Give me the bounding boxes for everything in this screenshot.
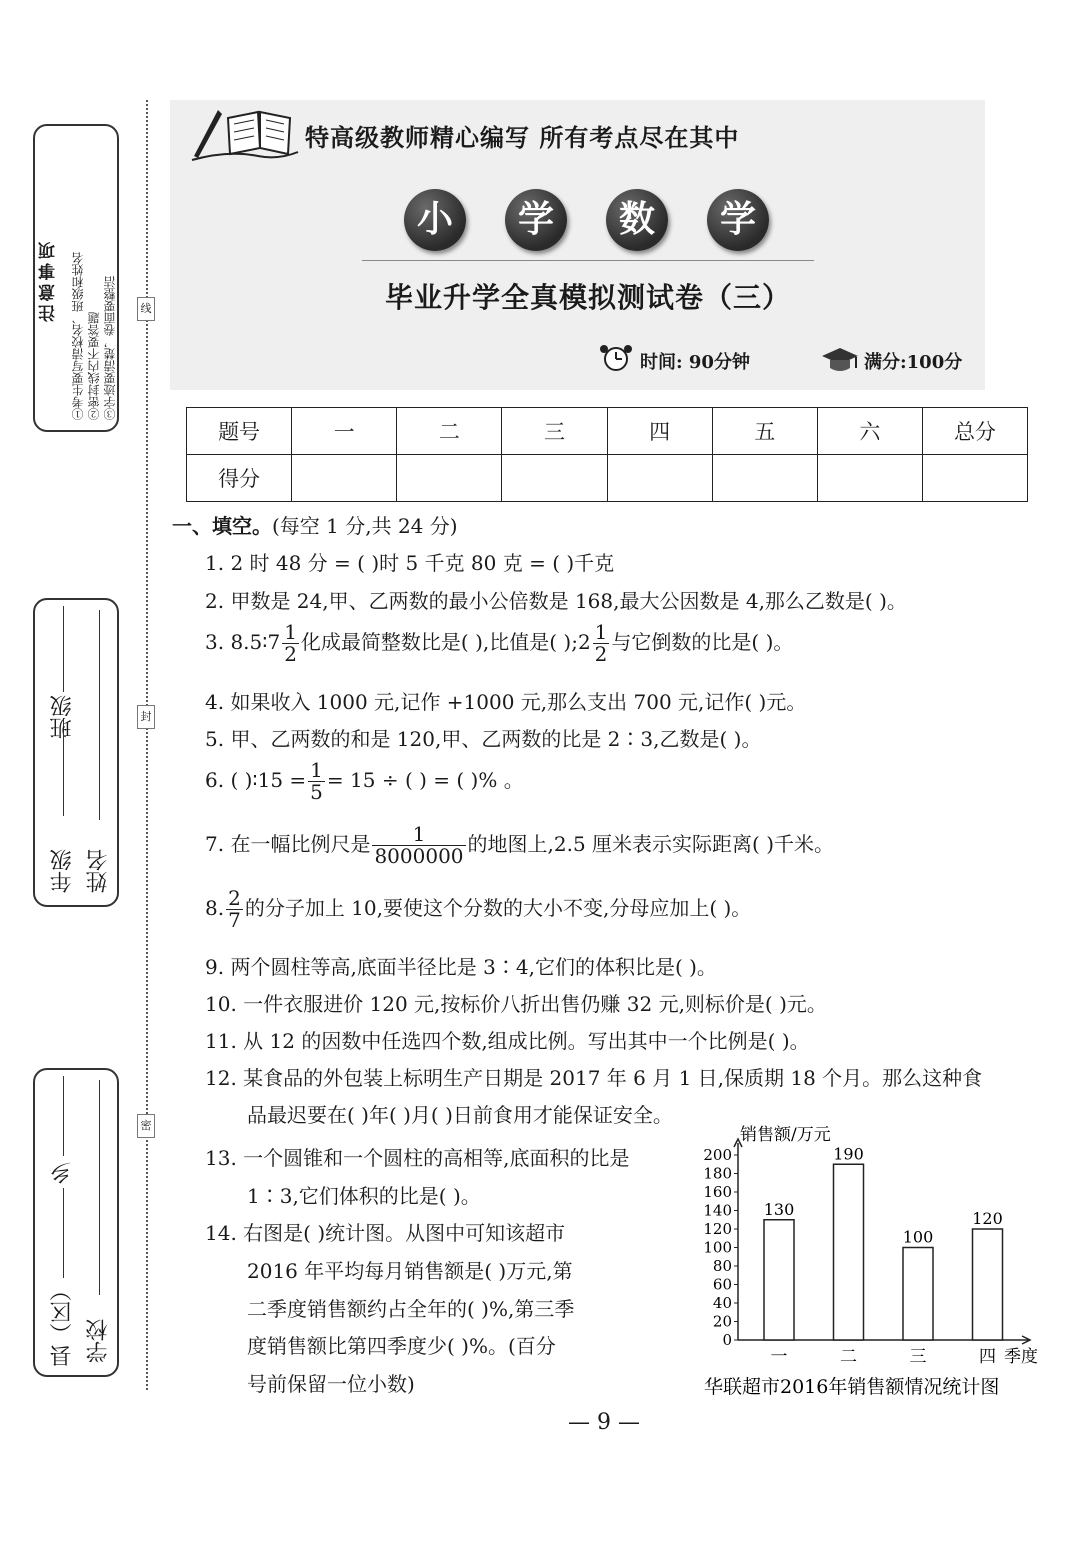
- fraction-q8: [226, 888, 243, 931]
- chart-bars: [764, 1144, 1003, 1340]
- fraction-q3-1: [282, 622, 299, 665]
- score-input-1[interactable]: [292, 455, 397, 502]
- seal-dashed-line: [146, 100, 148, 1390]
- fraction-q8-numerator: 2: [228, 886, 241, 910]
- chart-bar-value-2: 190: [833, 1144, 864, 1164]
- chart-y-tick-label: 140: [703, 1201, 732, 1220]
- class-blank[interactable]: [63, 606, 64, 692]
- question-11: 11. 从 12 的因数中任选四个数,组成比例。写出其中一个比例是( )。: [205, 1029, 810, 1053]
- fraction-q7-denominator: 8000000: [374, 844, 464, 868]
- fraction-q7-numerator: 1: [372, 824, 465, 846]
- question-6-part-a: 6. ( )∶15 =: [205, 768, 307, 792]
- fraction-q3-1-denominator: 2: [284, 642, 297, 666]
- score-input-total[interactable]: [922, 455, 1027, 502]
- question-6: [205, 760, 524, 803]
- subject-char-3: 数: [606, 189, 668, 251]
- school-label: 学校: [86, 1319, 111, 1363]
- question-13-line-2: 1∶3,它们体积的比是( )。: [247, 1184, 481, 1208]
- full-score: 满分:100分: [864, 352, 963, 373]
- seal-mark-secret: 密: [137, 1114, 155, 1138]
- chart-y-tick-label: 160: [703, 1183, 732, 1201]
- class-label: 班级: [50, 695, 75, 739]
- score-input-6[interactable]: [817, 455, 922, 502]
- county-label: 县（区）: [50, 1279, 75, 1367]
- chart-bar-value-1: 130: [763, 1199, 795, 1219]
- score-cell-2: 二: [397, 408, 502, 455]
- question-14-line-2: 2016 年平均每月销售额是( )万元,第: [247, 1259, 573, 1283]
- chart-bar-value-4: 120: [972, 1209, 1003, 1228]
- question-2: 2. 甲数是 24,甲、乙两数的最小公倍数是 168,最大公因数是 4,那么乙数是( )。: [205, 589, 907, 613]
- score-cell-3: 三: [502, 408, 607, 455]
- score-table-header-row: [187, 408, 1028, 455]
- township-blank[interactable]: [63, 1076, 64, 1156]
- question-8-part-b: 的分子加上 10,要使这个分数的大小不变,分母应加上( )。: [244, 896, 752, 920]
- notice-item-3: ③字迹要清楚，卷面要整洁: [103, 276, 117, 420]
- fraction-q8-denominator: 7: [228, 908, 241, 932]
- chart-y-tick-label: 80: [712, 1257, 732, 1275]
- fraction-q7: [372, 824, 465, 867]
- book-pen-icon: [188, 100, 303, 170]
- chart-bar-3: [903, 1248, 933, 1341]
- seal-mark-line: 线: [137, 297, 155, 321]
- score-cell-5: 五: [712, 408, 817, 455]
- question-4: 4. 如果收入 1000 元,记作 +1000 元,那么支出 700 元,记作( )元。: [205, 690, 807, 714]
- question-3-part-a: 3. 8.5∶7: [205, 630, 281, 654]
- subject-char-4: 学: [707, 189, 769, 251]
- chart-y-tick-label: 40: [712, 1294, 732, 1312]
- question-14-line-1: 14. 右图是( )统计图。从图中可知该超市: [205, 1221, 566, 1245]
- chart-title: 华联超市2016年销售额情况统计图: [704, 1376, 1000, 1398]
- school-blank[interactable]: [99, 1080, 100, 1295]
- score-table: [186, 407, 1028, 502]
- township-label: 乡: [50, 1162, 75, 1184]
- score-input-3[interactable]: [502, 455, 607, 502]
- question-10: 10. 一件衣服进价 120 元,按标价八折出售仍赚 32 元,则标价是( )元。: [205, 992, 827, 1016]
- subject-char-2: 学: [505, 189, 567, 251]
- chart-y-tick-label: 60: [712, 1275, 732, 1294]
- student-info-box: [33, 598, 119, 907]
- fraction-q6-denominator: 5: [310, 780, 323, 804]
- sales-bar-chart: [690, 1120, 1050, 1405]
- question-3-part-b: 化成最简整数比是( ),比值是( );2: [300, 630, 591, 654]
- question-9: 9. 两个圆柱等高,底面半径比是 3∶4,它们的体积比是( )。: [205, 955, 717, 979]
- score-cell-1: 一: [292, 408, 397, 455]
- chart-category-3: 三: [909, 1347, 927, 1367]
- chart-y-tick-label: 20: [712, 1312, 732, 1331]
- exam-title: 毕业升学全真模拟测试卷（三）: [385, 281, 792, 314]
- fraction-q6-numerator: 1: [310, 758, 323, 782]
- chart-bar-4: [973, 1229, 1003, 1340]
- chart-x-axis-label: 季度: [1004, 1347, 1038, 1367]
- question-12-line-1: 12. 某食品的外包装上标明生产日期是 2017 年 6 月 1 日,保质期 18 个月。那么这种食: [205, 1066, 983, 1090]
- fraction-q3-2: [593, 622, 610, 665]
- chart-y-tick-label: 180: [703, 1164, 732, 1183]
- page-number: — 9 —: [568, 1410, 640, 1435]
- subject-char-1: 小: [404, 189, 466, 251]
- chart-bar-1: [764, 1220, 794, 1340]
- chart-y-tick-label: 0: [722, 1331, 732, 1349]
- county-blank[interactable]: [63, 1188, 64, 1278]
- name-blank[interactable]: [99, 610, 100, 820]
- chart-category-labels: [771, 1347, 997, 1367]
- header-rule: [362, 260, 814, 261]
- fraction-q3-2-denominator: 2: [594, 642, 608, 666]
- slogan: 特高级教师精心编写 所有考点尽在其中: [305, 124, 740, 152]
- question-12-line-2: 品最迟要在( )年( )月( )日前食用才能保证安全。: [247, 1103, 673, 1127]
- notice-title: 注意事项: [39, 238, 59, 322]
- exam-time: 时间: 90分钟: [640, 352, 750, 373]
- chart-category-2: 二: [840, 1347, 857, 1367]
- chart-y-axis-label: 销售额/万元: [740, 1125, 831, 1145]
- seal-mark-seal: 封: [137, 705, 155, 729]
- name-label: 姓名: [86, 849, 111, 893]
- fraction-q6: [308, 760, 325, 803]
- section-1-heading: [172, 510, 458, 539]
- chart-y-tick-label: 120: [703, 1220, 732, 1238]
- question-6-part-b: = 15 ÷ ( ) = ( )% 。: [326, 768, 524, 792]
- question-7-part-b: 的地图上,2.5 厘米表示实际距离( )千米。: [467, 832, 835, 856]
- notice-item-2: ②密封线内不要答题: [87, 312, 101, 420]
- chart-category-4: 四: [979, 1347, 996, 1367]
- question-14-line-5: 号前保留一位小数): [247, 1372, 415, 1396]
- question-3: [205, 622, 793, 665]
- chart-category-1: 一: [770, 1347, 788, 1367]
- question-1: 1. 2 时 48 分 = ( )时 5 千克 80 克 = ( )千克: [205, 551, 615, 575]
- graduation-cap-icon: [818, 344, 862, 374]
- chart-y-tick-label: 100: [703, 1238, 732, 1257]
- fraction-q3-2-numerator: 1: [594, 620, 608, 644]
- question-3-part-c: 与它倒数的比是( )。: [611, 630, 794, 654]
- question-7: [205, 824, 834, 867]
- section-1-note: (每空 1 分,共 24 分): [272, 514, 458, 538]
- question-8: [205, 888, 751, 931]
- chart-y-tick-label: 200: [703, 1146, 732, 1164]
- question-13-line-1: 13. 一个圆锥和一个圆柱的高相等,底面积的比是: [205, 1146, 630, 1170]
- question-14-line-3: 二季度销售额约占全年的( )%,第三季: [247, 1297, 575, 1321]
- chart-bar-value-3: 100: [902, 1227, 934, 1247]
- notice-box: [33, 124, 119, 432]
- question-7-part-a: 7. 在一幅比例尺是: [205, 832, 371, 856]
- question-14-line-4: 度销售额比第四季度少( )%。(百分: [247, 1334, 556, 1358]
- score-input-5[interactable]: [712, 455, 817, 502]
- score-table-score-row: [187, 455, 1028, 502]
- notice-item-1: ①考生要写清校名、班级和姓名: [71, 252, 85, 420]
- chart-y-ticks: [703, 1146, 738, 1349]
- section-1-title: 一、填空。: [172, 514, 272, 538]
- grade-label: 年级: [50, 849, 75, 893]
- score-cell-total: 总分: [922, 408, 1027, 455]
- score-input-4[interactable]: [607, 455, 712, 502]
- question-5: 5. 甲、乙两数的和是 120,甲、乙两数的比是 2∶3,乙数是( )。: [205, 727, 762, 751]
- clock-icon: [596, 344, 636, 374]
- score-row-label: 得分: [187, 455, 292, 502]
- chart-bar-2: [834, 1164, 864, 1340]
- score-cell-4: 四: [607, 408, 712, 455]
- question-8-part-a: 8.: [205, 896, 225, 920]
- school-info-box: [33, 1068, 119, 1377]
- fraction-q3-1-numerator: 1: [284, 620, 297, 644]
- score-input-2[interactable]: [397, 455, 502, 502]
- score-cell-6: 六: [817, 408, 922, 455]
- score-cell-label: 题号: [187, 408, 292, 455]
